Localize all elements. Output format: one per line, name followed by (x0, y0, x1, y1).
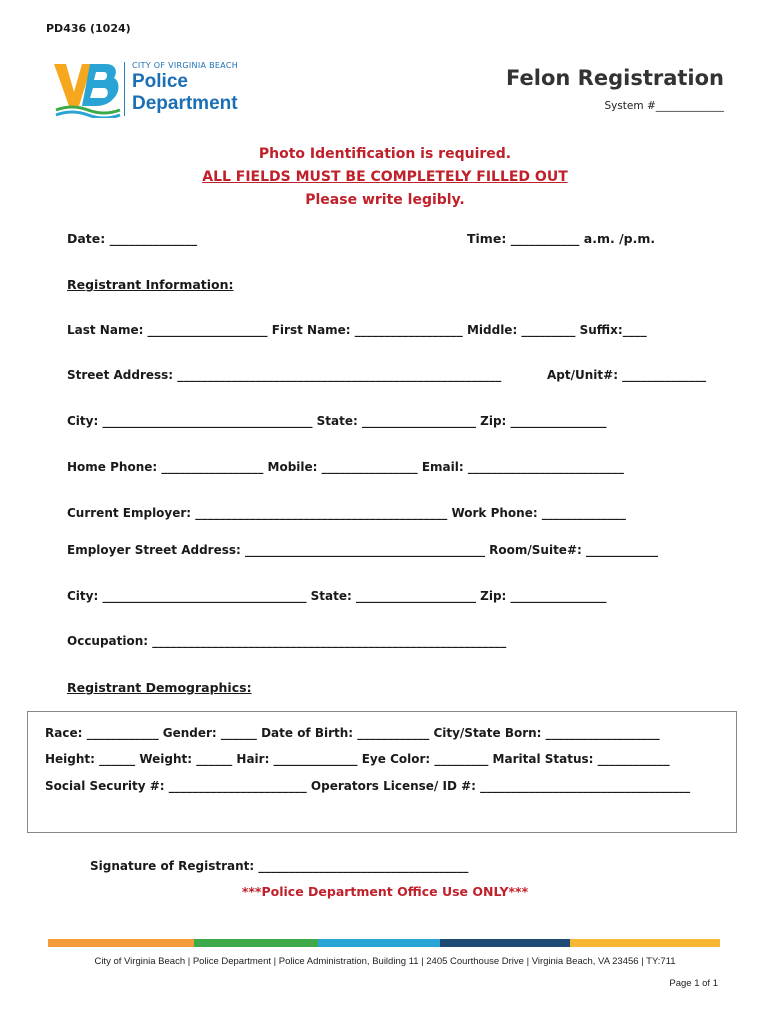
employer-row[interactable]: Current Employer: __________________________________________ Work Phone: ______________ (67, 506, 626, 520)
street-address-field[interactable]: Street Address: ______________________________________________________ (67, 368, 502, 382)
logo-divider (124, 62, 125, 116)
occupation-field[interactable]: Occupation: ___________________________________________________________ (67, 634, 507, 648)
demographics-row-1[interactable]: Race: ____________ Gender: ______ Date of Birth: ____________ City/State Born: ___________________ (45, 726, 660, 740)
logo-department-text: Department (132, 93, 238, 114)
logo-police-text: Police (132, 71, 188, 92)
demographics-row-3[interactable]: Social Security #: _______________________ Operators License/ ID #: ___________________________________ (45, 779, 691, 793)
date-field[interactable]: Date: ______________ (67, 231, 198, 246)
city-state-zip-row[interactable]: City: ___________________________________ State: ___________________ Zip: ________________ (67, 414, 607, 428)
signature-field[interactable]: Signature of Registrant: ___________________________________ (90, 859, 469, 873)
time-field[interactable]: Time: ___________ a.m. /p.m. (467, 231, 656, 246)
form-id: PD436 (1024) (46, 22, 131, 35)
footer-bar-green (194, 939, 318, 947)
footer-bar-yellow (570, 939, 720, 947)
employer-city-state-zip-row[interactable]: City: __________________________________ State: ____________________ Zip: ________________ (67, 589, 607, 603)
notice-photo-id: Photo Identification is required. (258, 146, 512, 162)
phone-email-row[interactable]: Home Phone: _________________ Mobile: ________________ Email: __________________________ (67, 460, 624, 474)
footer-address: City of Virginia Beach | Police Department | Police Administration, Building 11 | 2405 Courthouse Drive | Virginia Beach, VA 23456 | TY:711 (94, 956, 676, 967)
demographics-row-2[interactable]: Height: ______ Weight: ______ Hair: ______________ Eye Color: _________ Marital Status: ____________ (45, 752, 670, 766)
system-number-field[interactable]: System #_____________ (604, 100, 724, 112)
notice-all-fields: ALL FIELDS MUST BE COMPLETELY FILLED OUT (202, 169, 568, 185)
page-number: Page 1 of 1 (669, 978, 718, 989)
office-use-notice: ***Police Department Office Use ONLY*** (241, 884, 529, 899)
apt-unit-field[interactable]: Apt/Unit#: ______________ (547, 368, 707, 382)
demographics-heading: Registrant Demographics: (67, 680, 252, 695)
page-title: Felon Registration (506, 66, 724, 90)
name-row[interactable]: Last Name: ____________________ First Name: __________________ Middle: _________ Suffix:____ (67, 323, 647, 337)
footer-bar-orange (48, 939, 194, 947)
footer-bar-teal (318, 939, 440, 947)
employer-address-row[interactable]: Employer Street Address: ________________________________________ Room/Suite#: ____________ (67, 543, 658, 557)
vb-police-logo (52, 60, 262, 120)
footer-bar-navy (440, 939, 570, 947)
registrant-info-heading: Registrant Information: (67, 277, 234, 292)
notice-write-legibly: Please write legibly. (305, 192, 465, 208)
logo-city-text: CITY OF VIRGINIA BEACH (132, 61, 239, 70)
vb-monogram-icon (52, 60, 122, 118)
